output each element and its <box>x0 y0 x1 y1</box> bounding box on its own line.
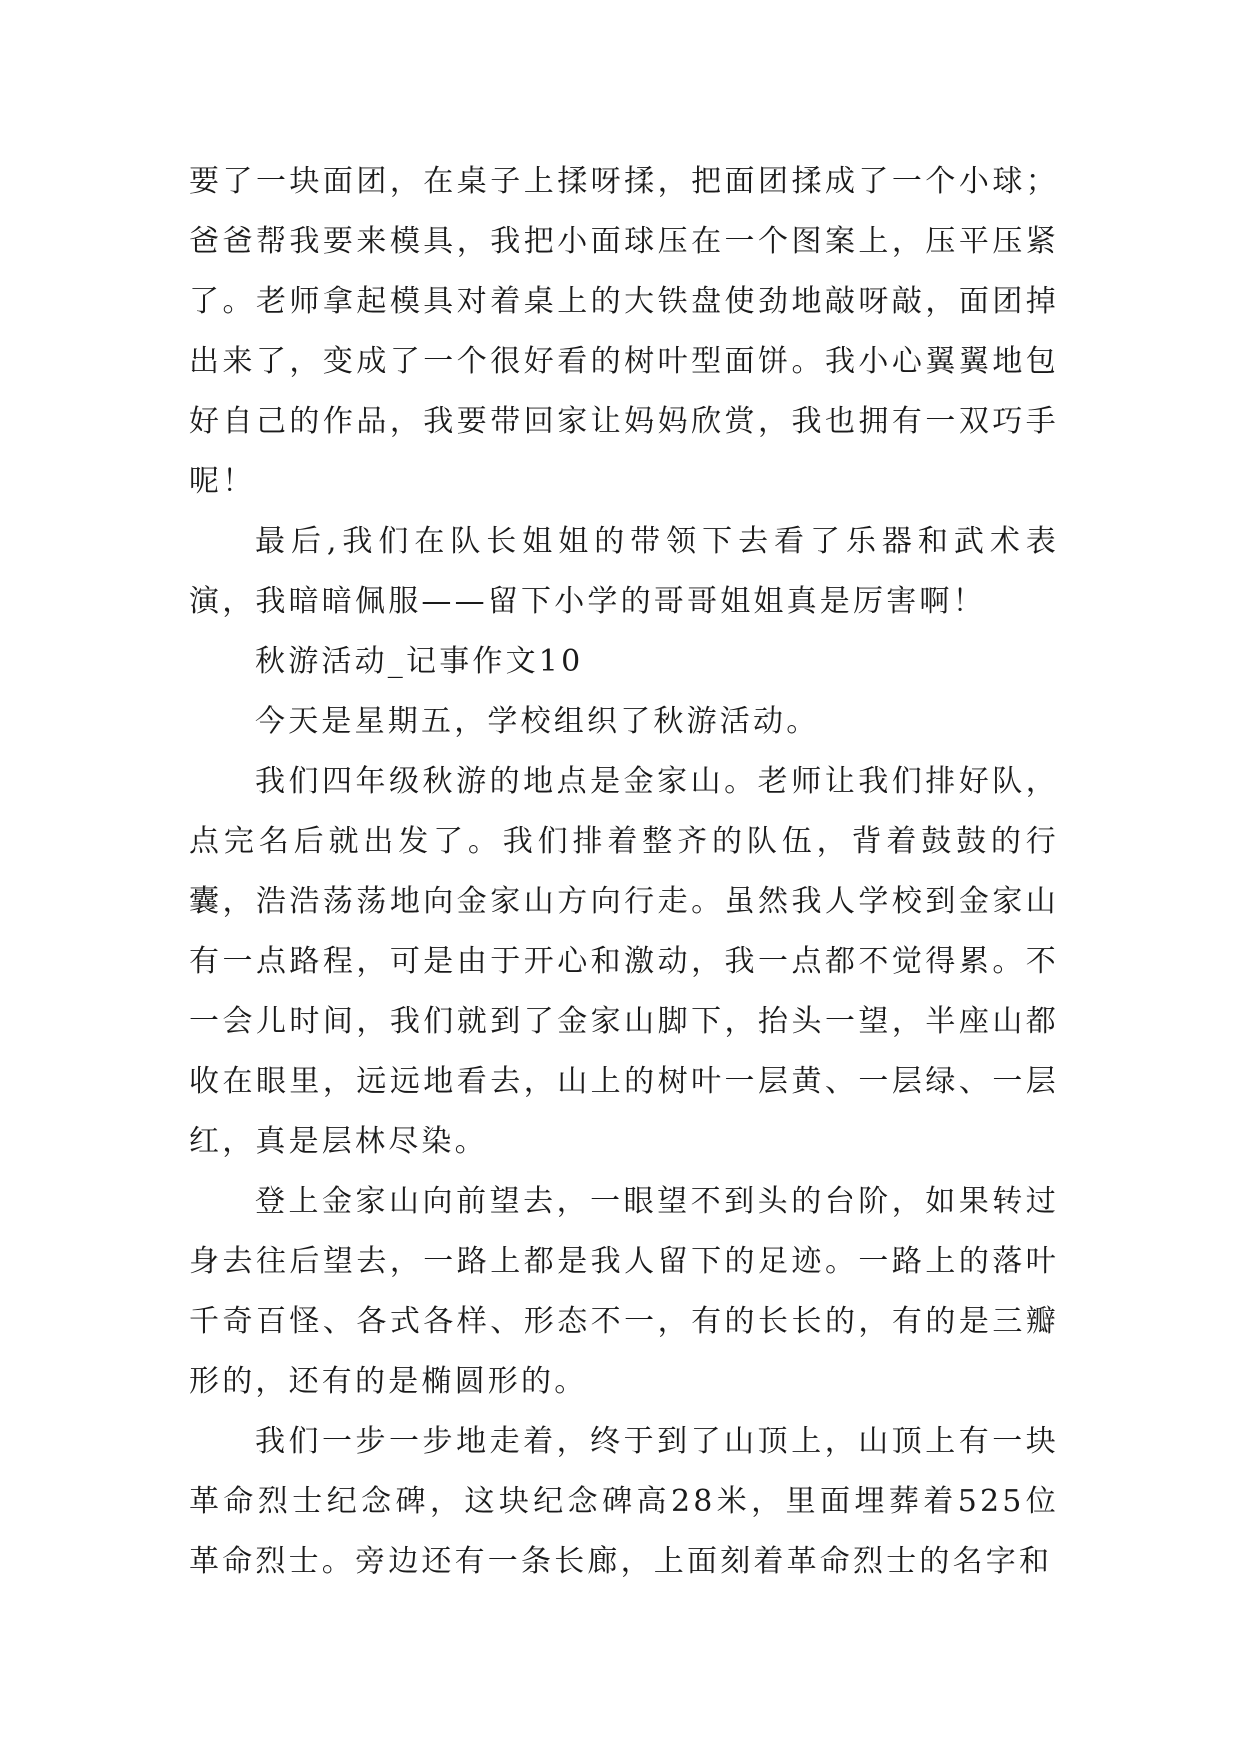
paragraph-summit: 我们一步一步地走着，终于到了山顶上，山顶上有一块革命烈士纪念碑，这块纪念碑高28米，里面埋葬着525位革命烈士。旁边还有一条长廊，上面刻着革命烈士的名字和 <box>189 1424 1059 1579</box>
paragraph-climbing: 登上金家山向前望去，一眼望不到头的台阶，如果转过身去往后望去，一路上都是我人留下的足迹。一路上的落叶千奇百怪、各式各样、形态不一，有的长长的，有的是三瓣形的，还有的是椭圆形的。 <box>189 1184 1059 1399</box>
document-body <box>189 152 1059 1592</box>
paragraph-performance: 最后,我们在队长姐姐的带领下去看了乐器和武术表演，我暗暗佩服——留下小学的哥哥姐姐真是厉害啊！ <box>189 524 1059 619</box>
paragraph-jinjiashan: 我们四年级秋游的地点是金家山。老师让我们排好队，点完名后就出发了。我们排着整齐的队伍，背着鼓鼓的行囊，浩浩荡荡地向金家山方向行走。虽然我人学校到金家山有一点路程，可是由于开心和激动，我一点都不觉得累。不一会儿时间，我们就到了金家山脚下，抬头一望，半座山都收在眼里，远远地看去，山上的树叶一层黄、一层绿、一层红，真是层林尽染。 <box>189 764 1059 1159</box>
essay-title: 秋游活动_记事作文10 <box>255 644 584 679</box>
paragraph-intro: 今天是星期五，学校组织了秋游活动。 <box>255 704 820 739</box>
paragraph-continuation: 要了一块面团，在桌子上揉呀揉，把面团揉成了一个小球；爸爸帮我要来模具，我把小面球压在一个图案上，压平压紧了。老师拿起模具对着桌上的大铁盘使劲地敲呀敲，面团掉出来了，变成了一个很好看的树叶型面饼。我小心翼翼地包好自己的作品，我要带回家让妈妈欣赏，我也拥有一双巧手呢！ <box>189 164 1059 499</box>
